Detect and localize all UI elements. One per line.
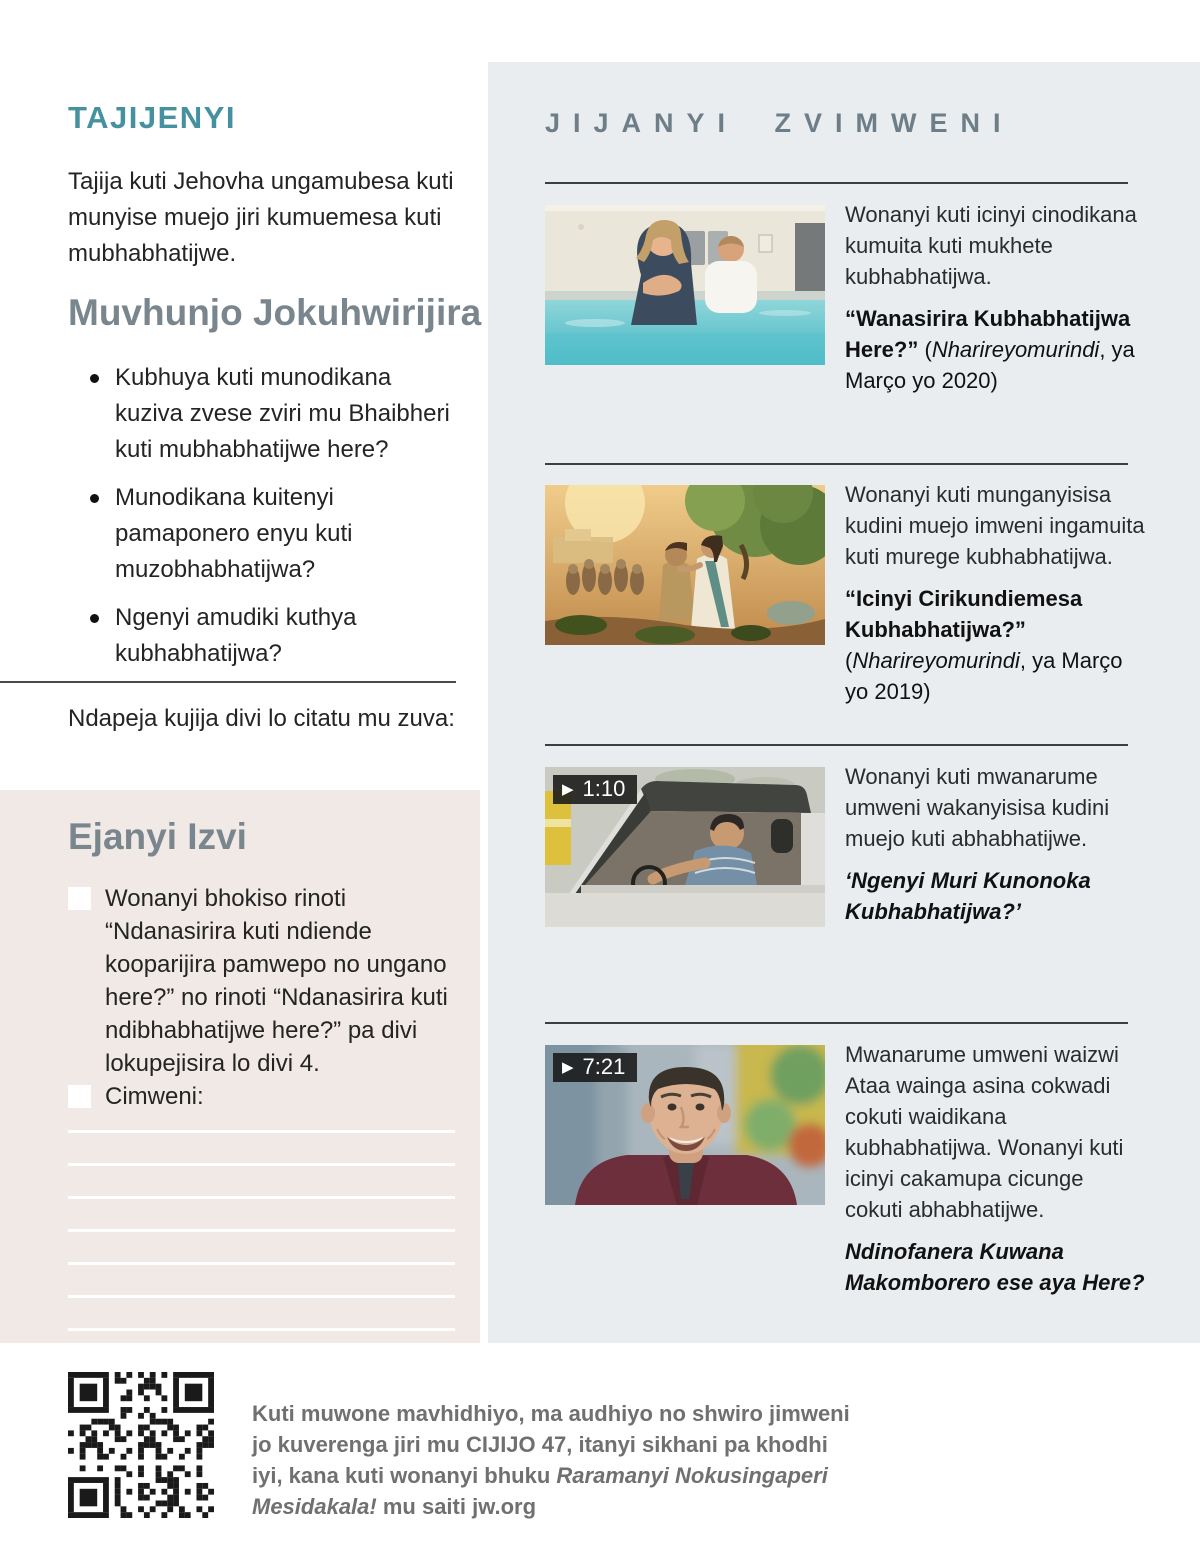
question-text: Ngenyi amudiki kuthya kubhabhatijwa? <box>115 604 357 667</box>
media-item <box>545 1042 1145 1298</box>
jesus-baptism-painting-thumbnail <box>545 485 825 645</box>
question-item <box>68 600 460 672</box>
goal-text: Tajija kuti Jehovha ungamubesa kuti munyise muejo jiri kumuemesa kuti mubhabhatijwe. <box>68 168 454 267</box>
item-reference <box>845 865 1145 927</box>
video-duration-badge <box>553 1053 637 1082</box>
media-panel <box>488 62 1200 1343</box>
item-divider <box>545 744 1128 746</box>
task-row <box>68 1080 448 1113</box>
item-divider <box>545 1022 1128 1024</box>
duration-label: 1:10 <box>582 776 626 801</box>
writing-line <box>68 1196 455 1199</box>
ref-open: ( <box>845 648 853 673</box>
questions-list <box>68 360 460 684</box>
magazine-name: Nharireyomurindi <box>852 648 1020 673</box>
book-title: Raramanyi Nokusingaperi Mesidakala! <box>252 1463 828 1519</box>
baptism-photo-illustration <box>545 205 825 365</box>
article-title: “Icinyi Cirikundiemesa Kubhabhatijwa?” <box>845 586 1083 642</box>
task-row <box>68 882 448 1080</box>
footer-text-before: Kuti muwone mavhidhiyo, ma audhiyo no shwiro jimweni jo kuverenga jiri mu CIJIJO 47, itanyi sikhani pa khodhi iyi, kana kuti wonanyi bhuku <box>252 1401 850 1488</box>
man-in-car-video-thumbnail <box>545 767 825 927</box>
item-divider <box>545 463 1128 465</box>
item-description: Wonanyi kuti mwanarume umweni wakanyisisa kudini muejo kuti abhabhatijwe. <box>845 764 1110 851</box>
action-box <box>0 790 480 1343</box>
goal-section-title: TAJIJENYI <box>68 100 236 135</box>
task-text: Cimweni: <box>105 1083 204 1110</box>
action-box-title: Ejanyi Izvi <box>68 816 247 857</box>
checkbox-icon <box>68 887 91 910</box>
ref-date: , ya Março yo 2019) <box>845 648 1123 704</box>
media-panel-title: JIJANYI ZVIMWENI <box>545 108 1014 138</box>
article-title: “Wanasirira Kubhabhatijwa Here?” <box>845 306 1131 362</box>
item-text <box>845 479 1145 707</box>
item-reference <box>845 583 1145 707</box>
media-item <box>545 202 1145 396</box>
midweek-note: Ndapeja kujija divi lo citatu mu zuva: <box>68 705 455 732</box>
question-text: Munodikana kuitenyi pamaponero enyu kuti muzobhabhatijwa? <box>115 484 353 583</box>
writing-line <box>68 1328 455 1331</box>
baptism-photo-thumbnail <box>545 205 825 365</box>
item-divider <box>545 182 1128 184</box>
item-description: Wonanyi kuti munganyisisa kudini muejo imweni ingamuita kuti murege kubhabhatijwa. <box>845 482 1145 569</box>
item-text <box>845 1039 1145 1298</box>
play-icon: ▶ <box>562 780 574 798</box>
item-description: Wonanyi kuti icinyi cinodikana kumuita kuti mukhete kubhabhatijwa. <box>845 202 1137 289</box>
checkbox-icon <box>68 1085 91 1108</box>
item-description: Mwanarume umweni waizwi Ataa wainga asina cokwadi cokuti waidikana kubhabhatijwa. Wonanyi kuti icinyi cakamupa cicunge cokuti abhabhatijwe. <box>845 1042 1124 1222</box>
magazine-name: Nharireyomurindi <box>931 337 1100 362</box>
questions-section-title: Muvhunjo Jokuhwirijira <box>68 292 482 333</box>
bullet-icon <box>90 494 99 503</box>
media-item <box>545 482 1145 707</box>
item-text <box>845 761 1145 927</box>
jesus-baptism-painting-illustration <box>545 485 825 645</box>
ref-date: , ya Março yo 2020) <box>845 337 1135 393</box>
ref-open: ( <box>918 337 932 362</box>
question-item <box>68 360 460 468</box>
writing-line <box>68 1262 455 1265</box>
question-text: Kubhuya kuti munodikana kuziva zvese zviri mu Bhaibheri kuti mubhabhatijwe here? <box>115 364 450 463</box>
item-text <box>845 199 1145 396</box>
item-reference <box>845 303 1145 396</box>
qr-code <box>68 1372 214 1518</box>
footer-text-after: mu saiti jw.org <box>376 1494 537 1519</box>
interview-video-thumbnail <box>545 1045 825 1205</box>
play-icon: ▶ <box>562 1058 574 1076</box>
question-item <box>68 480 460 588</box>
bullet-icon <box>90 614 99 623</box>
writing-lines <box>68 1130 455 1361</box>
footer-text <box>252 1398 852 1522</box>
writing-line <box>68 1163 455 1166</box>
media-item <box>545 764 1145 927</box>
section-divider <box>0 681 456 683</box>
task-text: Wonanyi bhokiso rinoti “Ndanasirira kuti ndiende kooparijira pamwepo no ungano here?” no rinoti “Ndanasirira kuti ndibhabhatijwe here?” pa divi lokupejisira lo divi 4. <box>105 885 448 1077</box>
writing-line <box>68 1295 455 1298</box>
video-duration-badge <box>553 775 637 804</box>
writing-line <box>68 1229 455 1232</box>
duration-label: 7:21 <box>582 1054 626 1079</box>
item-reference <box>845 1236 1145 1298</box>
video-title: ‘Ngenyi Muri Kunonoka Kubhabhatijwa?’ <box>845 868 1091 924</box>
writing-line <box>68 1130 455 1133</box>
video-title: Ndinofanera Kuwana Makomborero ese aya Here? <box>845 1239 1145 1295</box>
bullet-icon <box>90 374 99 383</box>
